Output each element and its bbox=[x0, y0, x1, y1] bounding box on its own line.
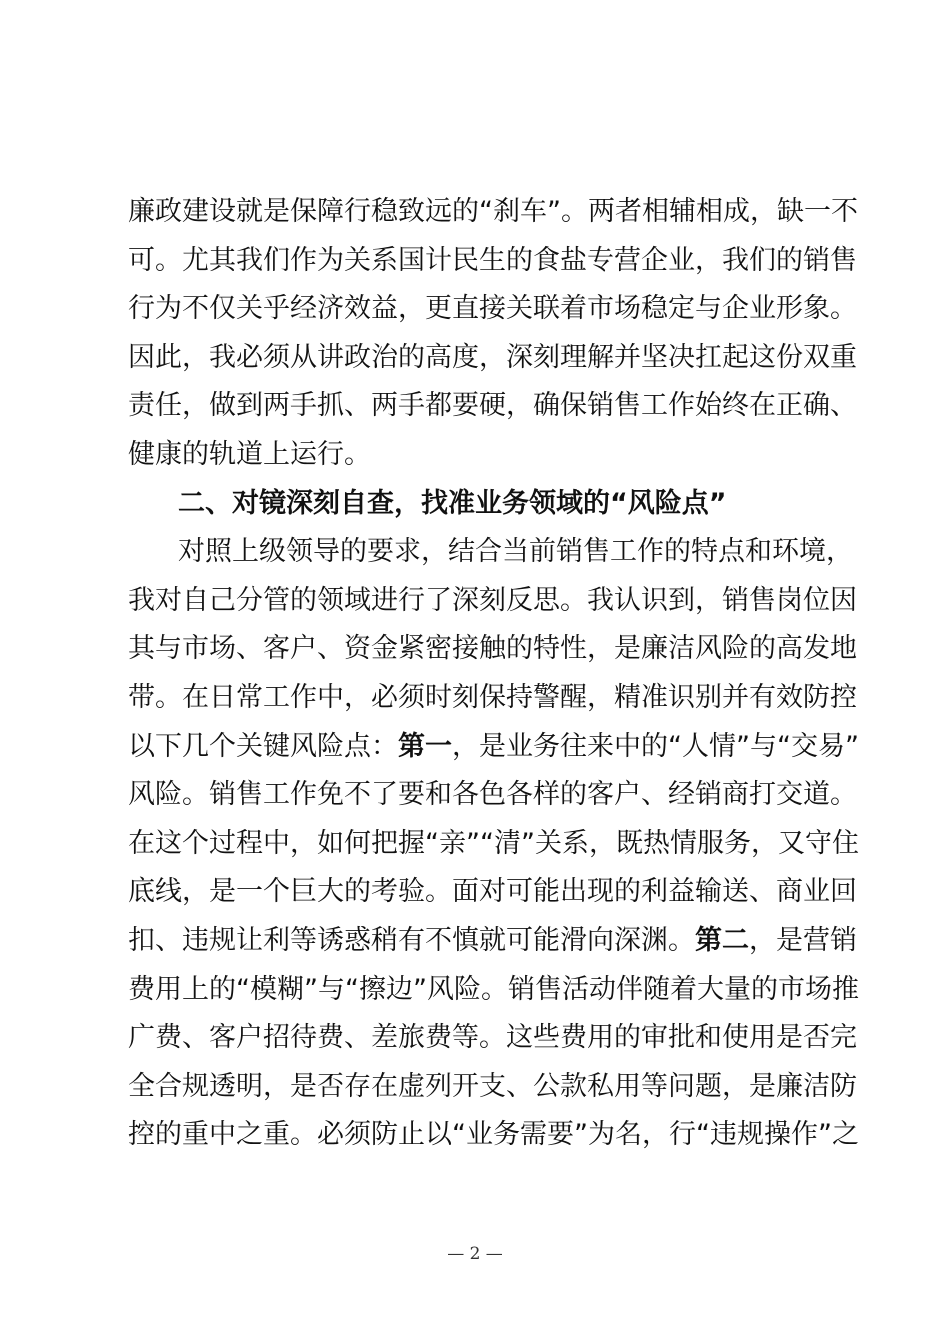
text-segment: 可。尤其我们作为关系国计民生的食盐专营企业，我们的销售 bbox=[128, 244, 857, 276]
page-number: — 2 — bbox=[447, 1244, 503, 1264]
text-segment: 全合规透明，是否存在虚列开支、公款私用等问题，是廉洁防 bbox=[128, 1070, 857, 1102]
text-line bbox=[128, 674, 857, 723]
section-heading bbox=[128, 480, 823, 529]
text-line bbox=[128, 1063, 857, 1112]
text-segment: 廉政建设就是保障行稳致远的“刹车”。两者相辅相成，缺一不 bbox=[128, 196, 858, 227]
text-line bbox=[128, 966, 859, 1015]
text-segment: 因此，我必须从讲政治的高度，深刻理解并坚决扛起这份双重 bbox=[128, 341, 857, 373]
text-line bbox=[128, 285, 857, 334]
text-segment: 带。在日常工作中，必须时刻保持警醒，精准识别并有效防控 bbox=[128, 681, 857, 713]
text-line bbox=[128, 1014, 857, 1063]
text-line bbox=[128, 188, 858, 237]
text-line bbox=[128, 528, 853, 577]
text-line bbox=[128, 431, 823, 480]
text-segment: 以下几个关键风险点： bbox=[128, 730, 398, 762]
bold-text: 第一 bbox=[398, 730, 452, 762]
text-line bbox=[128, 577, 857, 626]
text-line bbox=[128, 820, 859, 869]
text-line bbox=[128, 723, 859, 772]
text-line bbox=[128, 917, 857, 966]
text-segment: 责任，做到两手抓、两手都要硬，确保销售工作始终在正确、 bbox=[128, 390, 857, 422]
text-segment: 底线，是一个巨大的考验。面对可能出现的利益输送、商业回 bbox=[128, 876, 857, 908]
text-line bbox=[128, 382, 857, 431]
text-line bbox=[128, 334, 857, 383]
text-segment: 费用上的“模糊”与“擦边”风险。销售活动伴随着大量的市场推 bbox=[128, 973, 859, 1005]
text-segment: 在这个过程中，如何把握“亲”“清”关系，既热情服务，又守住 bbox=[128, 827, 859, 859]
bold-text: 第二 bbox=[695, 924, 749, 956]
text-segment: 扣、违规让利等诱惑稍有不慎就可能滑向深渊。 bbox=[128, 924, 695, 956]
text-line bbox=[128, 868, 857, 917]
text-segment: 我对自己分管的领域进行了深刻反思。我认识到，销售岗位因 bbox=[128, 584, 857, 616]
text-segment: ，是营销 bbox=[749, 924, 857, 956]
text-line bbox=[128, 1111, 859, 1160]
text-line bbox=[128, 625, 857, 674]
text-line bbox=[128, 771, 857, 820]
text-segment: 控的重中之重。必须防止以“业务需要”为名，行“违规操作”之 bbox=[128, 1119, 859, 1151]
text-segment: 风险。销售工作免不了要和各色各样的客户、经销商打交道。 bbox=[128, 779, 857, 811]
text-line bbox=[128, 237, 857, 286]
bold-text: 二、对镜深刻自查，找准业务领域的“风险点” bbox=[178, 487, 727, 519]
text-segment: 对照上级领导的要求，结合当前销售工作的特点和环境， bbox=[178, 536, 853, 568]
text-segment: 其与市场、客户、资金紧密接触的特性，是廉洁风险的高发地 bbox=[128, 633, 857, 665]
document-body bbox=[128, 188, 859, 1160]
text-segment: 行为不仅关乎经济效益，更直接关联着市场稳定与企业形象。 bbox=[128, 293, 857, 325]
text-segment: 健康的轨道上运行。 bbox=[128, 438, 371, 470]
text-segment: 广费、客户招待费、差旅费等。这些费用的审批和使用是否完 bbox=[128, 1022, 857, 1054]
text-segment: ，是业务往来中的“人情”与“交易” bbox=[452, 730, 859, 762]
